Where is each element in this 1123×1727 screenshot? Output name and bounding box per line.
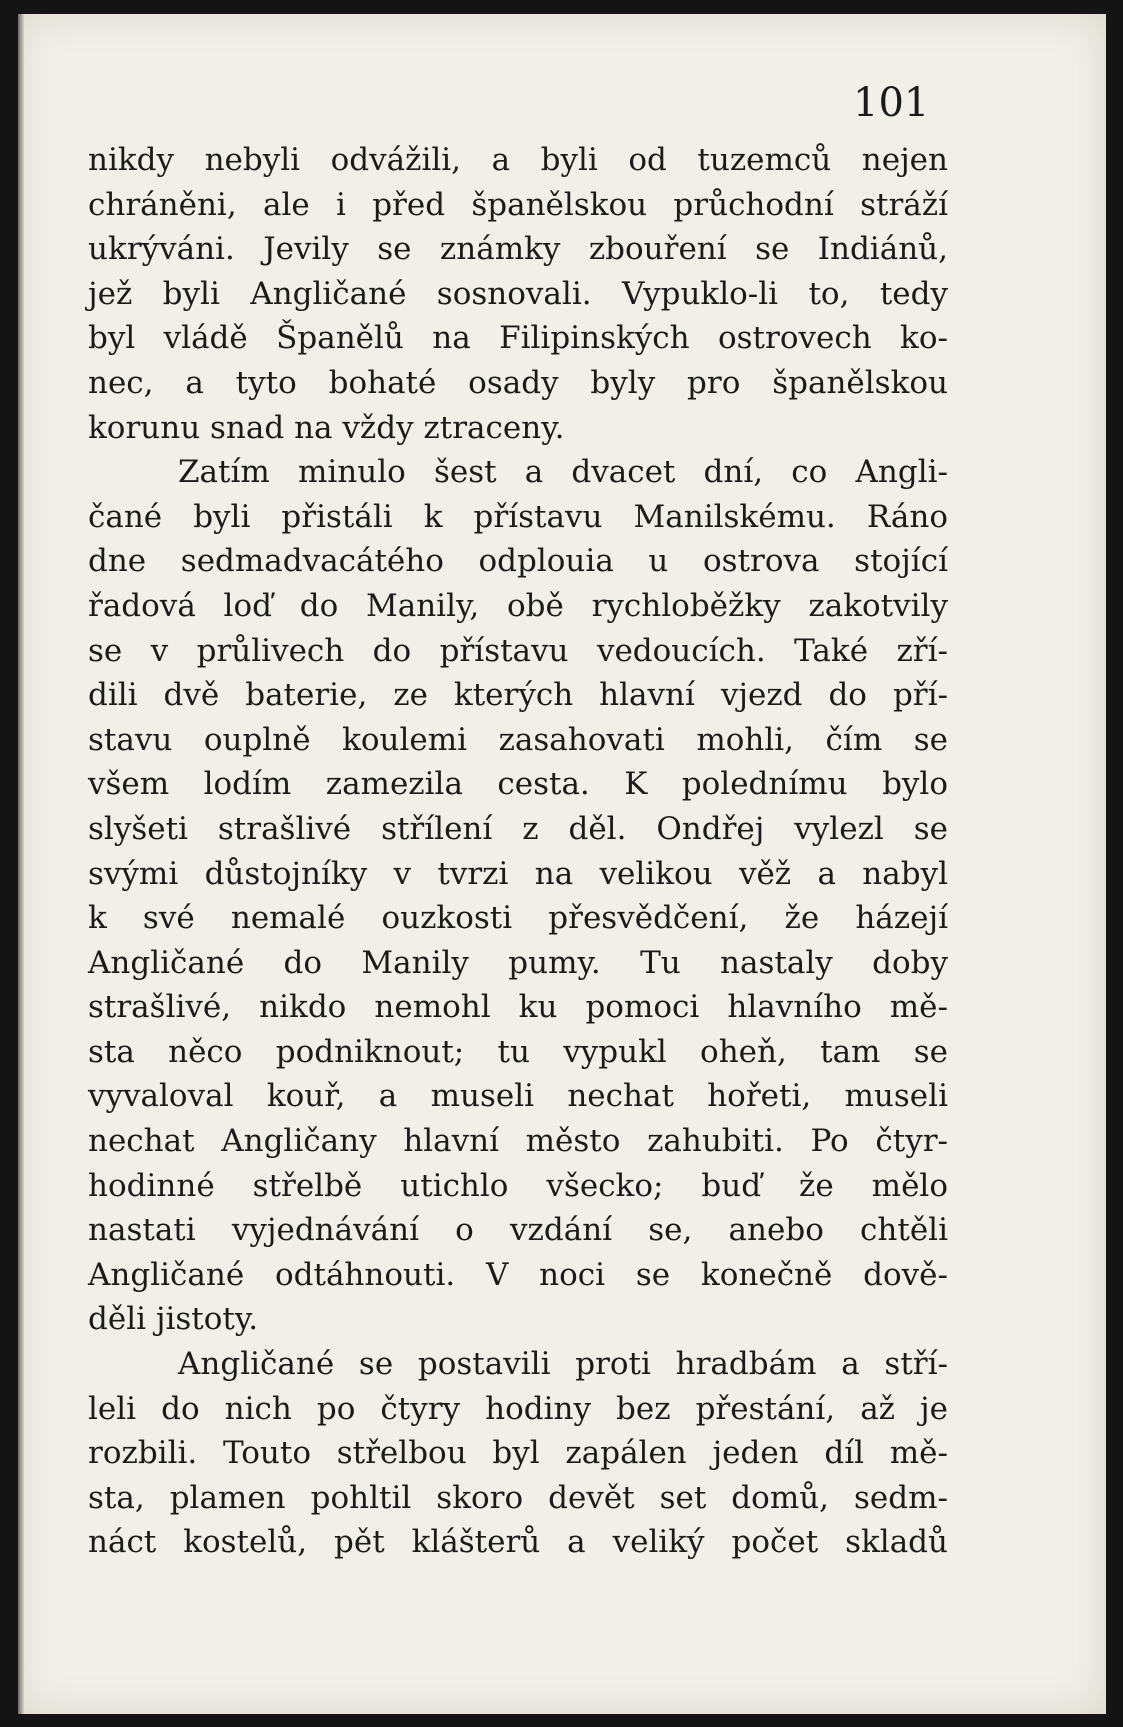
text-line: svými důstojníky v tvrzi na velikou věž a nabyl bbox=[88, 855, 948, 892]
text-line: všem lodím zamezila cesta. K polednímu bylo bbox=[88, 766, 948, 803]
text-line: ukrýváni. Jevily se známky zbouření se Indiánů, bbox=[88, 231, 948, 268]
text-line: nikdy nebyli odvážili, a byli od tuzemců nejen bbox=[88, 142, 948, 178]
text-line: náct kostelů, pět klášterů a veliký počet skladů bbox=[88, 1524, 948, 1561]
page-binding-edge bbox=[18, 14, 24, 1714]
text-line: dne sedmadvacátého odplouia u ostrova stojící bbox=[88, 543, 948, 580]
text-line: sta něco podniknout; tu vypukl oheň, tam se bbox=[88, 1033, 948, 1070]
text-line: chráněni, ale i před španělskou průchodní stráží bbox=[88, 186, 948, 223]
text-line: vyvaloval kouř, a museli nechat hořeti, museli bbox=[88, 1078, 948, 1115]
text-line: korunu snad na vždy ztraceny. bbox=[88, 409, 565, 446]
text-line: Angličané do Manily pumy. Tu nastaly doby bbox=[88, 944, 948, 981]
text-line: se v průlivech do přístavu vedoucích. Také zří- bbox=[88, 632, 948, 669]
text-line: slyšeti strašlivé střílení z děl. Ondřej vylezl se bbox=[88, 810, 948, 847]
text-line: Angličané se postavili proti hradbám a stří- bbox=[178, 1346, 948, 1383]
text-line: leli do nich po čtyry hodiny bez přestání, až je bbox=[88, 1390, 948, 1427]
text-line: dili dvě baterie, ze kterých hlavní vjezd do pří- bbox=[88, 677, 948, 714]
page-number: 101 bbox=[853, 80, 930, 126]
book-page bbox=[18, 14, 1106, 1714]
text-line: byl vládě Španělů na Filipinských ostrovech ko- bbox=[88, 320, 948, 357]
text-line: děli jistoty. bbox=[88, 1301, 259, 1338]
text-line: stavu ouplně koulemi zasahovati mohli, čím se bbox=[88, 721, 948, 758]
text-line: nechat Angličany hlavní město zahubiti. Po čtyr- bbox=[88, 1123, 948, 1160]
text-line: řadová loď do Manily, obě rychloběžky zakotvily bbox=[88, 587, 948, 624]
text-line: čané byli přistáli k přístavu Manilskému. Ráno bbox=[88, 498, 948, 535]
text-line: jež byli Angličané sosnovali. Vypuklo-li to, tedy bbox=[88, 275, 948, 312]
text-line: rozbili. Touto střelbou byl zapálen jeden díl mě- bbox=[88, 1435, 948, 1472]
text-line: Zatím minulo šest a dvacet dní, co Angli- bbox=[178, 454, 948, 491]
text-line: Angličané odtáhnouti. V noci se konečně dově- bbox=[88, 1256, 948, 1293]
text-line: hodinné střelbě utichlo všecko; buď že mělo bbox=[88, 1167, 948, 1204]
text-line: nastati vyjednávání o vzdání se, anebo chtěli bbox=[88, 1212, 948, 1249]
text-line: nec, a tyto bohaté osady byly pro španělskou bbox=[88, 364, 948, 401]
text-line: sta, plamen pohltil skoro devět set domů, sedm- bbox=[88, 1479, 948, 1516]
body-text bbox=[88, 138, 948, 1565]
text-line: k své nemalé ouzkosti přesvědčení, že házejí bbox=[88, 900, 948, 937]
text-line: strašlivé, nikdo nemohl ku pomoci hlavního mě- bbox=[88, 989, 948, 1026]
